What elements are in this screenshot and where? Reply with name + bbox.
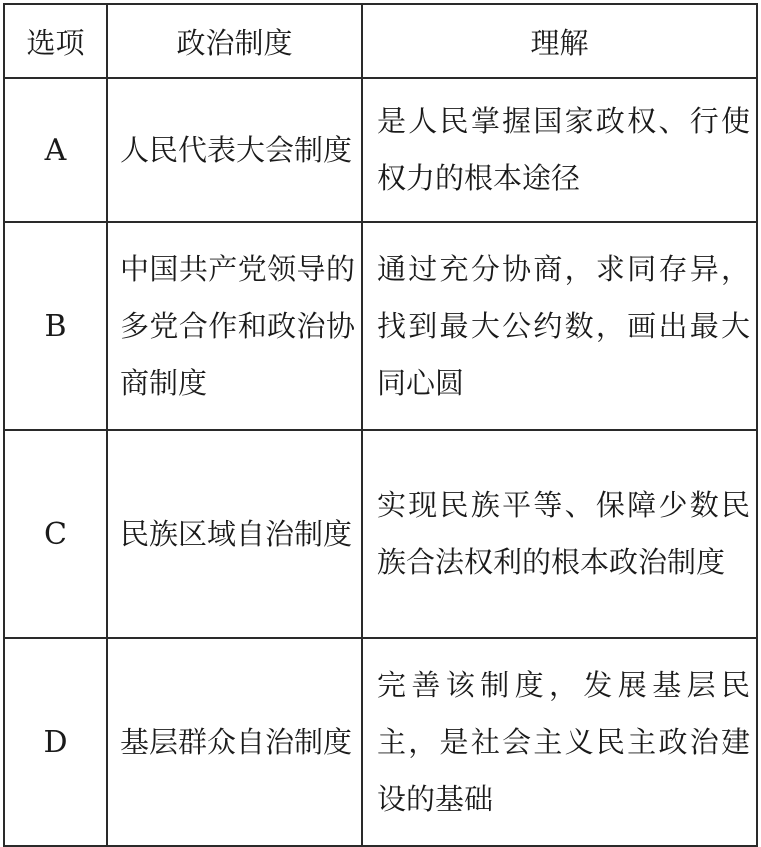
system-cell: 民族区域自治制度: [107, 430, 362, 638]
question-table-container: [3, 3, 756, 841]
option-label: B: [4, 222, 107, 430]
system-cell: 中国共产党领导的多党合作和政治协商制度: [107, 222, 362, 430]
table-row-a: [4, 78, 757, 222]
header-system: 政治制度: [107, 4, 362, 78]
table-header-row: [4, 4, 757, 78]
table-row-c: [4, 430, 757, 638]
table-row-d: [4, 638, 757, 846]
table-row-b: [4, 222, 757, 430]
understanding-cell: 通过充分协商，求同存异，找到最大公约数，画出最大同心圆: [362, 222, 757, 430]
option-label: C: [4, 430, 107, 638]
political-systems-table: [3, 3, 758, 847]
option-label: A: [4, 78, 107, 222]
system-cell: 人民代表大会制度: [107, 78, 362, 222]
understanding-cell: 是人民掌握国家政权、行使权力的根本途径: [362, 78, 757, 222]
option-label: D: [4, 638, 107, 846]
header-option: 选项: [4, 4, 107, 78]
understanding-cell: 完善该制度，发展基层民主，是社会主义民主政治建设的基础: [362, 638, 757, 846]
header-understanding: 理解: [362, 4, 757, 78]
understanding-cell: 实现民族平等、保障少数民族合法权利的根本政治制度: [362, 430, 757, 638]
system-cell: 基层群众自治制度: [107, 638, 362, 846]
